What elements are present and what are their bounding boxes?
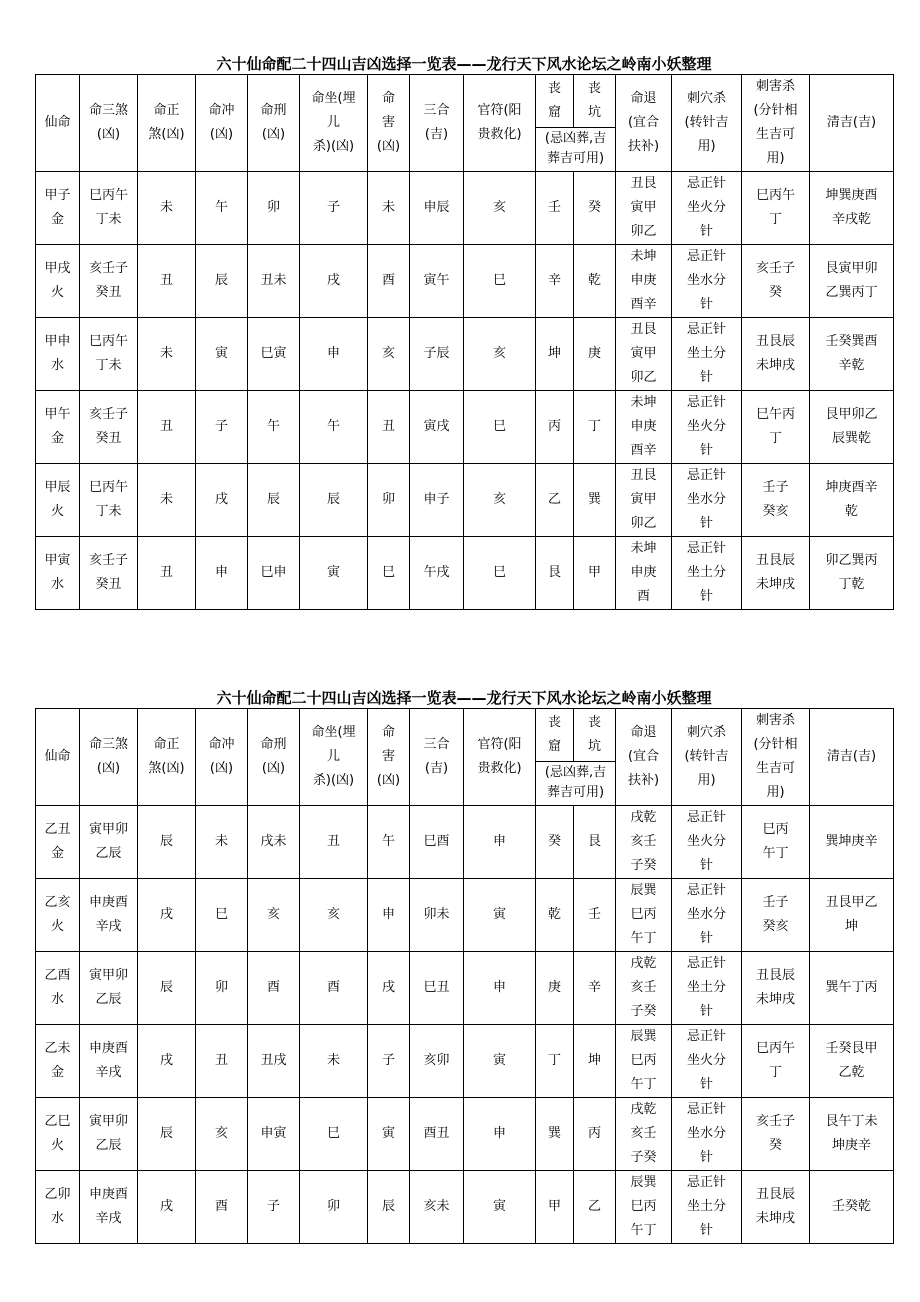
header-sang-note: (忌凶葬,吉 葬吉可用) <box>536 127 616 171</box>
cell-sansha: 寅甲卯 乙辰 <box>80 952 138 1025</box>
header-cihai: 刺害杀 (分针相 生吉可 用) <box>742 709 810 806</box>
cell-tui: 丑艮 寅甲 卯乙 <box>616 172 672 245</box>
header-zuo: 命坐(埋 儿 杀)(凶) <box>300 709 368 806</box>
cell-zhengsha: 辰 <box>138 806 196 879</box>
cell-sanhe: 子辰 <box>410 318 464 391</box>
header-row <box>36 75 894 128</box>
cell-sanhe: 寅戌 <box>410 391 464 464</box>
cell-xianming: 甲午 金 <box>36 391 80 464</box>
cell-sansha: 申庚酉 辛戌 <box>80 879 138 952</box>
cell-xing: 戌未 <box>248 806 300 879</box>
cell-chong: 巳 <box>196 879 248 952</box>
cell-chong: 亥 <box>196 1098 248 1171</box>
cell-zhengsha: 丑 <box>138 537 196 610</box>
cell-tui: 未坤 申庚 酉辛 <box>616 245 672 318</box>
cell-qingji: 坤巽庚酉 辛戌乾 <box>810 172 894 245</box>
cell-guanfu: 巳 <box>464 537 536 610</box>
cell-sangku: 坤 <box>536 318 574 391</box>
cell-xing: 亥 <box>248 879 300 952</box>
cell-cixue: 忌正针 坐土分 针 <box>672 952 742 1025</box>
cell-sangkeng: 辛 <box>574 952 616 1025</box>
cell-xianming: 乙巳 火 <box>36 1098 80 1171</box>
cell-guanfu: 亥 <box>464 172 536 245</box>
cell-cihai: 巳午丙 丁 <box>742 391 810 464</box>
cell-guanfu: 巳 <box>464 245 536 318</box>
cell-guanfu: 寅 <box>464 879 536 952</box>
cell-hai: 丑 <box>368 391 410 464</box>
cell-zuo: 寅 <box>300 537 368 610</box>
cell-xianming: 乙酉 水 <box>36 952 80 1025</box>
cell-hai: 亥 <box>368 318 410 391</box>
header-cixue: 刺穴杀 (转针吉 用) <box>672 75 742 172</box>
cell-hai: 辰 <box>368 1171 410 1244</box>
cell-guanfu: 巳 <box>464 391 536 464</box>
cell-cihai: 亥壬子 癸 <box>742 245 810 318</box>
cell-sanhe: 亥未 <box>410 1171 464 1244</box>
cell-qingji: 巽午丁丙 <box>810 952 894 1025</box>
cell-xing: 卯 <box>248 172 300 245</box>
header-sangkeng: 丧 坑 <box>574 75 616 128</box>
cell-sangkeng: 丁 <box>574 391 616 464</box>
header-sanhe: 三合 (吉) <box>410 75 464 172</box>
cell-sangku: 辛 <box>536 245 574 318</box>
cell-cihai: 丑艮辰 未坤戌 <box>742 1171 810 1244</box>
cell-tui: 丑艮 寅甲 卯乙 <box>616 464 672 537</box>
cell-qingji: 壬癸乾 <box>810 1171 894 1244</box>
cell-sangkeng: 庚 <box>574 318 616 391</box>
table-row <box>36 391 894 464</box>
cell-chong: 戌 <box>196 464 248 537</box>
header-xing: 命刑 (凶) <box>248 709 300 806</box>
cell-cihai: 巳丙午 丁 <box>742 172 810 245</box>
cell-hai: 申 <box>368 879 410 952</box>
cell-sansha: 申庚酉 辛戌 <box>80 1025 138 1098</box>
cell-cihai: 亥壬子 癸 <box>742 1098 810 1171</box>
header-row <box>36 709 894 762</box>
cell-tui: 辰巽 巳丙 午丁 <box>616 1171 672 1244</box>
cell-sangkeng: 巽 <box>574 464 616 537</box>
selection-table <box>35 708 894 1244</box>
cell-xing: 巳寅 <box>248 318 300 391</box>
cell-zuo: 亥 <box>300 879 368 952</box>
cell-xing: 丑未 <box>248 245 300 318</box>
cell-xianming: 甲辰 火 <box>36 464 80 537</box>
table-title: 六十仙命配二十四山吉凶选择一览表——龙行天下风水论坛之岭南小妖整理 <box>216 689 712 707</box>
cell-cihai: 丑艮辰 未坤戌 <box>742 537 810 610</box>
cell-sangku: 艮 <box>536 537 574 610</box>
cell-sangku: 庚 <box>536 952 574 1025</box>
cell-xing: 子 <box>248 1171 300 1244</box>
cell-guanfu: 亥 <box>464 464 536 537</box>
cell-qingji: 壬癸巽酉 辛乾 <box>810 318 894 391</box>
cell-xianming: 乙丑 金 <box>36 806 80 879</box>
cell-tui: 戌乾 亥壬 子癸 <box>616 952 672 1025</box>
cell-hai: 酉 <box>368 245 410 318</box>
cell-zhengsha: 戌 <box>138 879 196 952</box>
cell-tui: 未坤 申庚 酉辛 <box>616 391 672 464</box>
cell-sanhe: 寅午 <box>410 245 464 318</box>
cell-guanfu: 申 <box>464 952 536 1025</box>
table-row <box>36 464 894 537</box>
header-chong: 命冲 (凶) <box>196 709 248 806</box>
cell-sangkeng: 癸 <box>574 172 616 245</box>
header-guanfu: 官符(阳 贵救化) <box>464 75 536 172</box>
cell-cihai: 壬子 癸亥 <box>742 464 810 537</box>
cell-chong: 辰 <box>196 245 248 318</box>
cell-cixue: 忌正针 坐土分 针 <box>672 1171 742 1244</box>
cell-cihai: 丑艮辰 未坤戌 <box>742 952 810 1025</box>
cell-zuo: 卯 <box>300 1171 368 1244</box>
table-body <box>36 172 894 610</box>
cell-tui: 未坤 申庚 酉 <box>616 537 672 610</box>
cell-guanfu: 寅 <box>464 1171 536 1244</box>
cell-sangku: 丁 <box>536 1025 574 1098</box>
cell-zhengsha: 丑 <box>138 391 196 464</box>
cell-sansha: 巳丙午 丁未 <box>80 172 138 245</box>
table-title: 六十仙命配二十四山吉凶选择一览表——龙行天下风水论坛之岭南小妖整理 <box>216 55 712 73</box>
cell-sangkeng: 壬 <box>574 879 616 952</box>
cell-guanfu: 寅 <box>464 1025 536 1098</box>
header-tui: 命退 (宜合 扶补) <box>616 75 672 172</box>
cell-sansha: 寅甲卯 乙辰 <box>80 1098 138 1171</box>
cell-sansha: 巳丙午 丁未 <box>80 318 138 391</box>
cell-tui: 辰巽 巳丙 午丁 <box>616 879 672 952</box>
cell-sansha: 申庚酉 辛戌 <box>80 1171 138 1244</box>
cell-sansha: 亥壬子 癸丑 <box>80 391 138 464</box>
header-zhengsha: 命正 煞(凶) <box>138 75 196 172</box>
cell-xing: 午 <box>248 391 300 464</box>
cell-zhengsha: 未 <box>138 318 196 391</box>
cell-sanhe: 卯未 <box>410 879 464 952</box>
table-row <box>36 879 894 952</box>
cell-hai: 午 <box>368 806 410 879</box>
cell-chong: 寅 <box>196 318 248 391</box>
header-hai: 命 害 (凶) <box>368 709 410 806</box>
cell-xianming: 乙卯 水 <box>36 1171 80 1244</box>
cell-zhengsha: 辰 <box>138 1098 196 1171</box>
cell-tui: 辰巽 巳丙 午丁 <box>616 1025 672 1098</box>
cell-hai: 巳 <box>368 537 410 610</box>
cell-sangku: 壬 <box>536 172 574 245</box>
header-sangku: 丧 窟 <box>536 75 574 128</box>
cell-sanhe: 酉丑 <box>410 1098 464 1171</box>
table-row <box>36 245 894 318</box>
header-zuo: 命坐(埋 儿 杀)(凶) <box>300 75 368 172</box>
cell-chong: 申 <box>196 537 248 610</box>
cell-guanfu: 申 <box>464 1098 536 1171</box>
cell-xing: 酉 <box>248 952 300 1025</box>
cell-sanhe: 申子 <box>410 464 464 537</box>
cell-sansha: 寅甲卯 乙辰 <box>80 806 138 879</box>
header-chong: 命冲 (凶) <box>196 75 248 172</box>
cell-sangkeng: 坤 <box>574 1025 616 1098</box>
cell-hai: 子 <box>368 1025 410 1098</box>
cell-sansha: 巳丙午 丁未 <box>80 464 138 537</box>
cell-tui: 丑艮 寅甲 卯乙 <box>616 318 672 391</box>
cell-zhengsha: 戌 <box>138 1025 196 1098</box>
cell-hai: 戌 <box>368 952 410 1025</box>
table-row <box>36 1171 894 1244</box>
cell-hai: 寅 <box>368 1098 410 1171</box>
cell-zhengsha: 未 <box>138 464 196 537</box>
cell-sangkeng: 甲 <box>574 537 616 610</box>
header-xing: 命刑 (凶) <box>248 75 300 172</box>
header-sangku: 丧 窟 <box>536 709 574 762</box>
cell-sangku: 乾 <box>536 879 574 952</box>
cell-xing: 巳申 <box>248 537 300 610</box>
cell-sanhe: 亥卯 <box>410 1025 464 1098</box>
header-sansha: 命三煞 (凶) <box>80 75 138 172</box>
cell-sanhe: 巳酉 <box>410 806 464 879</box>
cell-qingji: 丑艮甲乙 坤 <box>810 879 894 952</box>
cell-zuo: 申 <box>300 318 368 391</box>
cell-xianming: 甲寅 水 <box>36 537 80 610</box>
cell-xing: 申寅 <box>248 1098 300 1171</box>
cell-hai: 未 <box>368 172 410 245</box>
table-body <box>36 806 894 1244</box>
cell-chong: 子 <box>196 391 248 464</box>
cell-tui: 戌乾 亥壬 子癸 <box>616 806 672 879</box>
cell-sangku: 甲 <box>536 1171 574 1244</box>
table-row <box>36 1098 894 1171</box>
cell-cixue: 忌正针 坐火分 针 <box>672 391 742 464</box>
cell-chong: 未 <box>196 806 248 879</box>
cell-sangkeng: 乾 <box>574 245 616 318</box>
header-sansha: 命三煞 (凶) <box>80 709 138 806</box>
header-qingji: 清吉(吉) <box>810 709 894 806</box>
table-row <box>36 806 894 879</box>
table-row <box>36 537 894 610</box>
cell-zhengsha: 未 <box>138 172 196 245</box>
cell-cixue: 忌正针 坐水分 针 <box>672 464 742 537</box>
cell-guanfu: 亥 <box>464 318 536 391</box>
cell-sanhe: 申辰 <box>410 172 464 245</box>
cell-xianming: 乙亥 火 <box>36 879 80 952</box>
cell-zuo: 戌 <box>300 245 368 318</box>
cell-sansha: 亥壬子 癸丑 <box>80 537 138 610</box>
table-section-1 <box>35 54 893 610</box>
cell-chong: 丑 <box>196 1025 248 1098</box>
header-tui: 命退 (宜合 扶补) <box>616 709 672 806</box>
cell-sangku: 巽 <box>536 1098 574 1171</box>
table-section-2 <box>35 688 893 1244</box>
header-zhengsha: 命正 煞(凶) <box>138 709 196 806</box>
cell-sanhe: 巳丑 <box>410 952 464 1025</box>
cell-zuo: 辰 <box>300 464 368 537</box>
cell-qingji: 卯乙巽丙 丁乾 <box>810 537 894 610</box>
cell-zuo: 子 <box>300 172 368 245</box>
cell-cixue: 忌正针 坐土分 针 <box>672 537 742 610</box>
header-sang-note: (忌凶葬,吉 葬吉可用) <box>536 761 616 805</box>
header-sanhe: 三合 (吉) <box>410 709 464 806</box>
header-xianming: 仙命 <box>36 75 80 172</box>
header-cihai: 刺害杀 (分针相 生吉可 用) <box>742 75 810 172</box>
cell-xianming: 乙未 金 <box>36 1025 80 1098</box>
cell-zuo: 午 <box>300 391 368 464</box>
cell-sanhe: 午戌 <box>410 537 464 610</box>
header-qingji: 清吉(吉) <box>810 75 894 172</box>
cell-chong: 卯 <box>196 952 248 1025</box>
cell-cihai: 巳丙 午丁 <box>742 806 810 879</box>
cell-sangkeng: 乙 <box>574 1171 616 1244</box>
cell-hai: 卯 <box>368 464 410 537</box>
cell-zhengsha: 辰 <box>138 952 196 1025</box>
header-hai: 命 害 (凶) <box>368 75 410 172</box>
table-row <box>36 952 894 1025</box>
table-row <box>36 1025 894 1098</box>
cell-cihai: 壬子 癸亥 <box>742 879 810 952</box>
header-guanfu: 官符(阳 贵救化) <box>464 709 536 806</box>
cell-sangku: 乙 <box>536 464 574 537</box>
cell-qingji: 坤庚酉辛 乾 <box>810 464 894 537</box>
selection-table <box>35 74 894 610</box>
cell-qingji: 巽坤庚辛 <box>810 806 894 879</box>
cell-cixue: 忌正针 坐土分 针 <box>672 318 742 391</box>
table-row <box>36 318 894 391</box>
cell-cixue: 忌正针 坐火分 针 <box>672 806 742 879</box>
cell-xing: 辰 <box>248 464 300 537</box>
cell-xianming: 甲申 水 <box>36 318 80 391</box>
cell-zuo: 酉 <box>300 952 368 1025</box>
cell-sangkeng: 丙 <box>574 1098 616 1171</box>
cell-sansha: 亥壬子 癸丑 <box>80 245 138 318</box>
header-xianming: 仙命 <box>36 709 80 806</box>
cell-zuo: 未 <box>300 1025 368 1098</box>
cell-qingji: 艮甲卯乙 辰巽乾 <box>810 391 894 464</box>
cell-xianming: 甲子 金 <box>36 172 80 245</box>
cell-sangku: 丙 <box>536 391 574 464</box>
cell-sangku: 癸 <box>536 806 574 879</box>
cell-guanfu: 申 <box>464 806 536 879</box>
cell-cihai: 巳丙午 丁 <box>742 1025 810 1098</box>
header-sangkeng: 丧 坑 <box>574 709 616 762</box>
cell-qingji: 艮午丁未 坤庚辛 <box>810 1098 894 1171</box>
cell-cixue: 忌正针 坐火分 针 <box>672 1025 742 1098</box>
cell-zhengsha: 戌 <box>138 1171 196 1244</box>
header-cixue: 刺穴杀 (转针吉 用) <box>672 709 742 806</box>
cell-qingji: 艮寅甲卯 乙巽丙丁 <box>810 245 894 318</box>
cell-xing: 丑戌 <box>248 1025 300 1098</box>
cell-zuo: 巳 <box>300 1098 368 1171</box>
cell-chong: 酉 <box>196 1171 248 1244</box>
cell-qingji: 壬癸艮甲 乙乾 <box>810 1025 894 1098</box>
cell-zuo: 丑 <box>300 806 368 879</box>
cell-zhengsha: 丑 <box>138 245 196 318</box>
cell-xianming: 甲戌 火 <box>36 245 80 318</box>
cell-sangkeng: 艮 <box>574 806 616 879</box>
table-row <box>36 172 894 245</box>
cell-cixue: 忌正针 坐火分 针 <box>672 172 742 245</box>
cell-chong: 午 <box>196 172 248 245</box>
cell-tui: 戌乾 亥壬 子癸 <box>616 1098 672 1171</box>
cell-cihai: 丑艮辰 未坤戌 <box>742 318 810 391</box>
cell-cixue: 忌正针 坐水分 针 <box>672 879 742 952</box>
cell-cixue: 忌正针 坐水分 针 <box>672 1098 742 1171</box>
cell-cixue: 忌正针 坐水分 针 <box>672 245 742 318</box>
